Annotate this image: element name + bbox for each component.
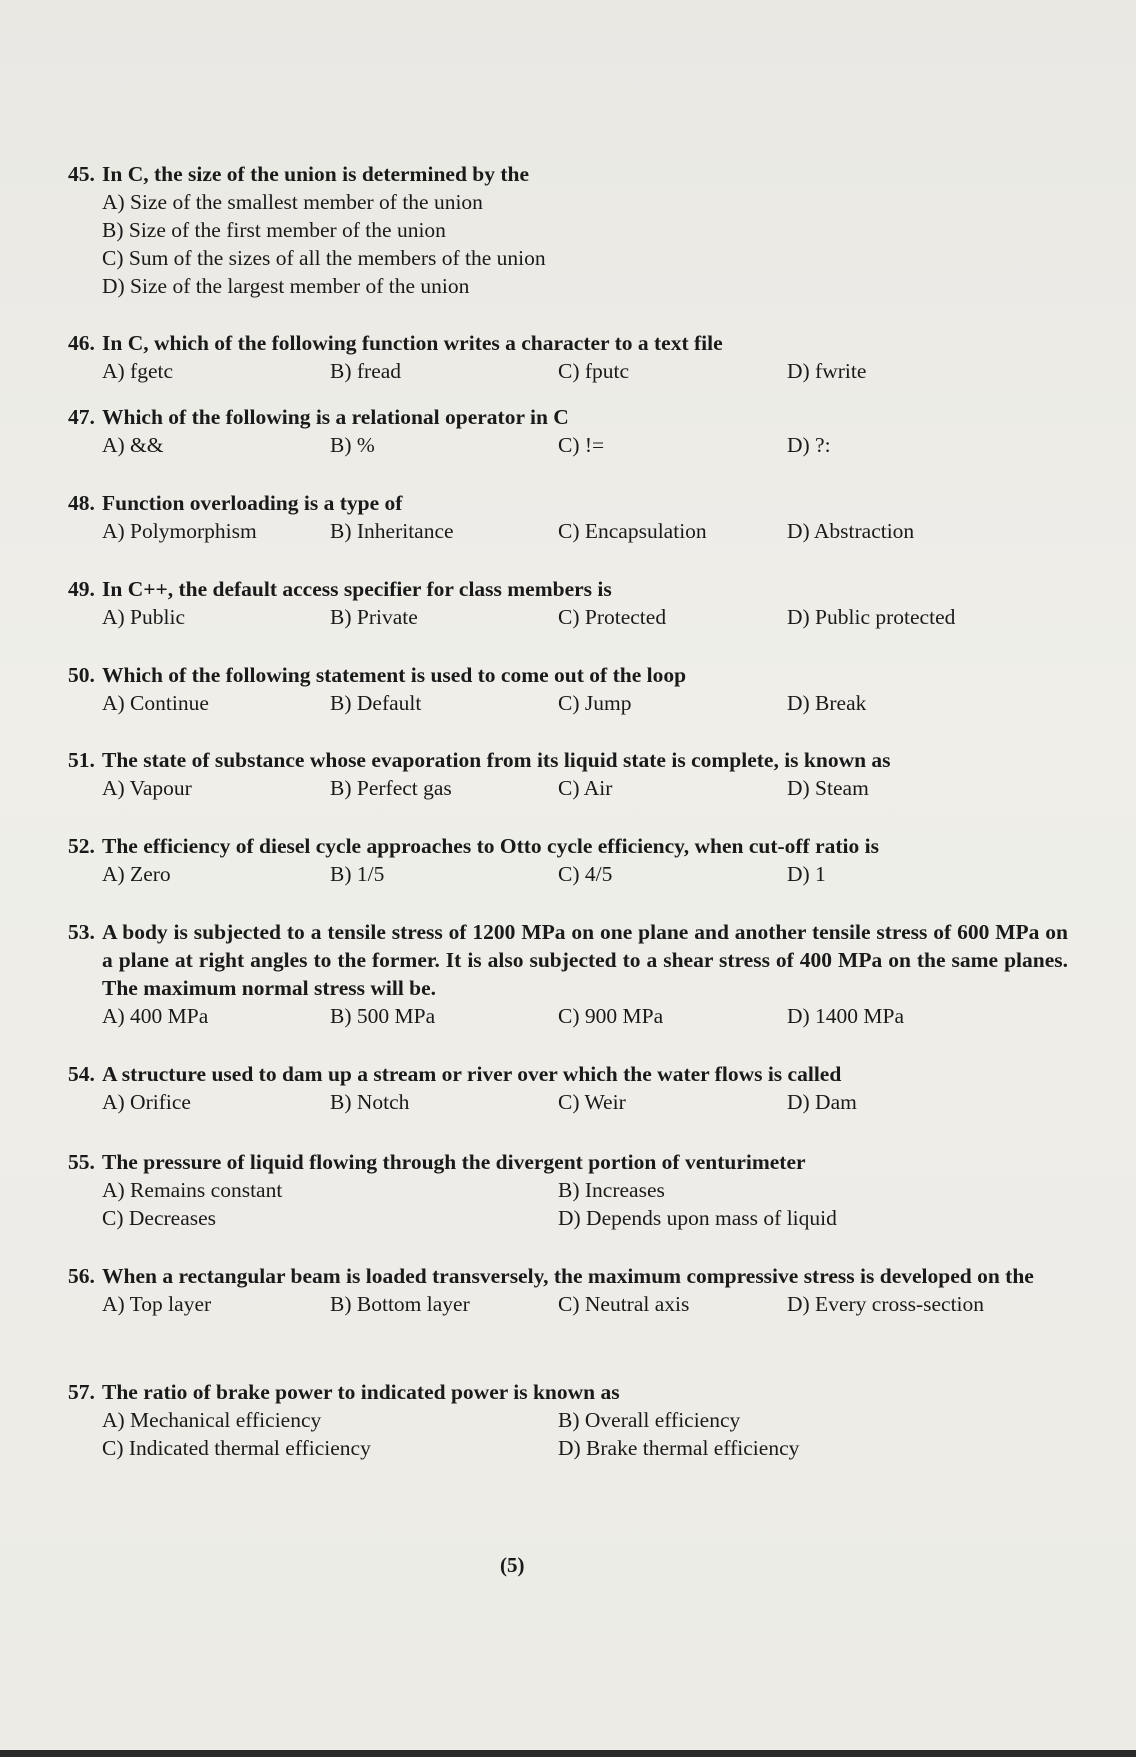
option-b: B) Default (330, 691, 422, 715)
question-text: The efficiency of diesel cycle approaches to Otto cycle efficiency, when cut-off ratio is (102, 834, 879, 858)
option-b: B) Bottom layer (330, 1292, 470, 1316)
option-d: D) Steam (787, 776, 869, 800)
question-text: Function overloading is a type of (102, 491, 403, 515)
question-number: 46. (68, 331, 95, 355)
option-c: C) fputc (558, 359, 630, 383)
question-51 (68, 746, 1068, 802)
question-number: 53. (68, 920, 95, 944)
option-b: B) Perfect gas (330, 776, 452, 800)
option-a: A) Remains constant (102, 1178, 283, 1202)
question-number: 47. (68, 405, 95, 429)
option-b: B) Notch (330, 1090, 410, 1114)
question-53 (68, 918, 1068, 1030)
option-a: A) Size of the smallest member of the union (102, 190, 483, 214)
option-a: A) && (102, 433, 164, 457)
question-54 (68, 1060, 1068, 1116)
option-d: D) Size of the largest member of the union (102, 274, 470, 298)
question-text: When a rectangular beam is loaded transversely, the maximum compressive stress is developed on the (102, 1264, 1034, 1288)
option-a: A) Polymorphism (102, 519, 257, 543)
option-b: B) 500 MPa (330, 1004, 436, 1028)
option-b: B) Overall efficiency (558, 1408, 741, 1432)
question-text: Which of the following is a relational operator in C (102, 405, 569, 429)
option-c: C) 4/5 (558, 862, 613, 886)
option-c: C) Indicated thermal efficiency (102, 1436, 371, 1460)
option-c: C) Air (558, 776, 613, 800)
option-d: D) Brake thermal efficiency (558, 1436, 800, 1460)
option-b: B) Increases (558, 1178, 665, 1202)
option-a: A) Zero (102, 862, 171, 886)
question-number: 54. (68, 1062, 95, 1086)
question-text: The state of substance whose evaporation from its liquid state is complete, is known as (102, 748, 891, 772)
option-b: B) fread (330, 359, 402, 383)
option-b: B) % (330, 433, 375, 457)
question-49 (68, 575, 1068, 631)
question-text: A body is subjected to a tensile stress of 1200 MPa on one plane and another tensile stress of 600 MPa on a plane at right angles to the former. It is also subjected to a shear stress of 400 MPa on the same planes. The maximum normal stress will be. (102, 920, 1068, 1000)
option-a: A) fgetc (102, 359, 174, 383)
question-number: 51. (68, 748, 95, 772)
option-d: D) 1 (787, 862, 826, 886)
option-c: C) Sum of the sizes of all the members of the union (102, 246, 546, 270)
option-d: D) Abstraction (787, 519, 915, 543)
option-c: C) Protected (558, 605, 667, 629)
question-text: A structure used to dam up a stream or river over which the water flows is called (102, 1062, 842, 1086)
option-c: C) Decreases (102, 1206, 217, 1230)
question-50 (68, 661, 1068, 717)
option-d: D) ?: (787, 433, 831, 457)
scan-edge (0, 1750, 1136, 1757)
option-d: D) Public protected (787, 605, 956, 629)
question-text: In C, the size of the union is determined by the (102, 162, 530, 186)
option-d: D) fwrite (787, 359, 867, 383)
option-c: C) 900 MPa (558, 1004, 664, 1028)
question-text: In C++, the default access specifier for class members is (102, 577, 612, 601)
option-c: C) Weir (558, 1090, 626, 1114)
option-c: C) Encapsulation (558, 519, 707, 543)
option-a: A) Public (102, 605, 186, 629)
option-c: C) != (558, 433, 605, 457)
option-b: B) 1/5 (330, 862, 385, 886)
question-number: 55. (68, 1150, 95, 1174)
option-d: D) Every cross-section (787, 1292, 985, 1316)
question-number: 57. (68, 1380, 95, 1404)
question-48 (68, 489, 1068, 545)
question-text: Which of the following statement is used to come out of the loop (102, 663, 687, 687)
option-a: A) Orifice (102, 1090, 191, 1114)
option-b: B) Private (330, 605, 418, 629)
option-a: A) Mechanical efficiency (102, 1408, 322, 1432)
page-number: (5) (500, 1553, 525, 1577)
question-number: 45. (68, 162, 95, 186)
question-number: 50. (68, 663, 95, 687)
option-c: C) Neutral axis (558, 1292, 690, 1316)
question-number: 52. (68, 834, 95, 858)
question-number: 49. (68, 577, 95, 601)
question-55 (68, 1148, 1068, 1232)
question-45 (68, 160, 1068, 300)
option-b: B) Size of the first member of the union (102, 218, 446, 242)
option-d: D) 1400 MPa (787, 1004, 905, 1028)
option-d: D) Dam (787, 1090, 857, 1114)
question-text: The ratio of brake power to indicated power is known as (102, 1380, 620, 1404)
option-b: B) Inheritance (330, 519, 454, 543)
question-text: In C, which of the following function writes a character to a text file (102, 331, 723, 355)
question-text: The pressure of liquid flowing through the divergent portion of venturimeter (102, 1150, 806, 1174)
option-d: D) Depends upon mass of liquid (558, 1206, 837, 1230)
option-a: A) Continue (102, 691, 209, 715)
question-57 (68, 1378, 1068, 1462)
option-a: A) Vapour (102, 776, 192, 800)
question-number: 56. (68, 1264, 95, 1288)
question-47 (68, 403, 1068, 459)
question-number: 48. (68, 491, 95, 515)
option-a: A) Top layer (102, 1292, 212, 1316)
question-46 (68, 329, 1068, 385)
option-d: D) Break (787, 691, 867, 715)
option-c: C) Jump (558, 691, 632, 715)
question-52 (68, 832, 1068, 888)
option-a: A) 400 MPa (102, 1004, 209, 1028)
question-56 (68, 1262, 1068, 1318)
